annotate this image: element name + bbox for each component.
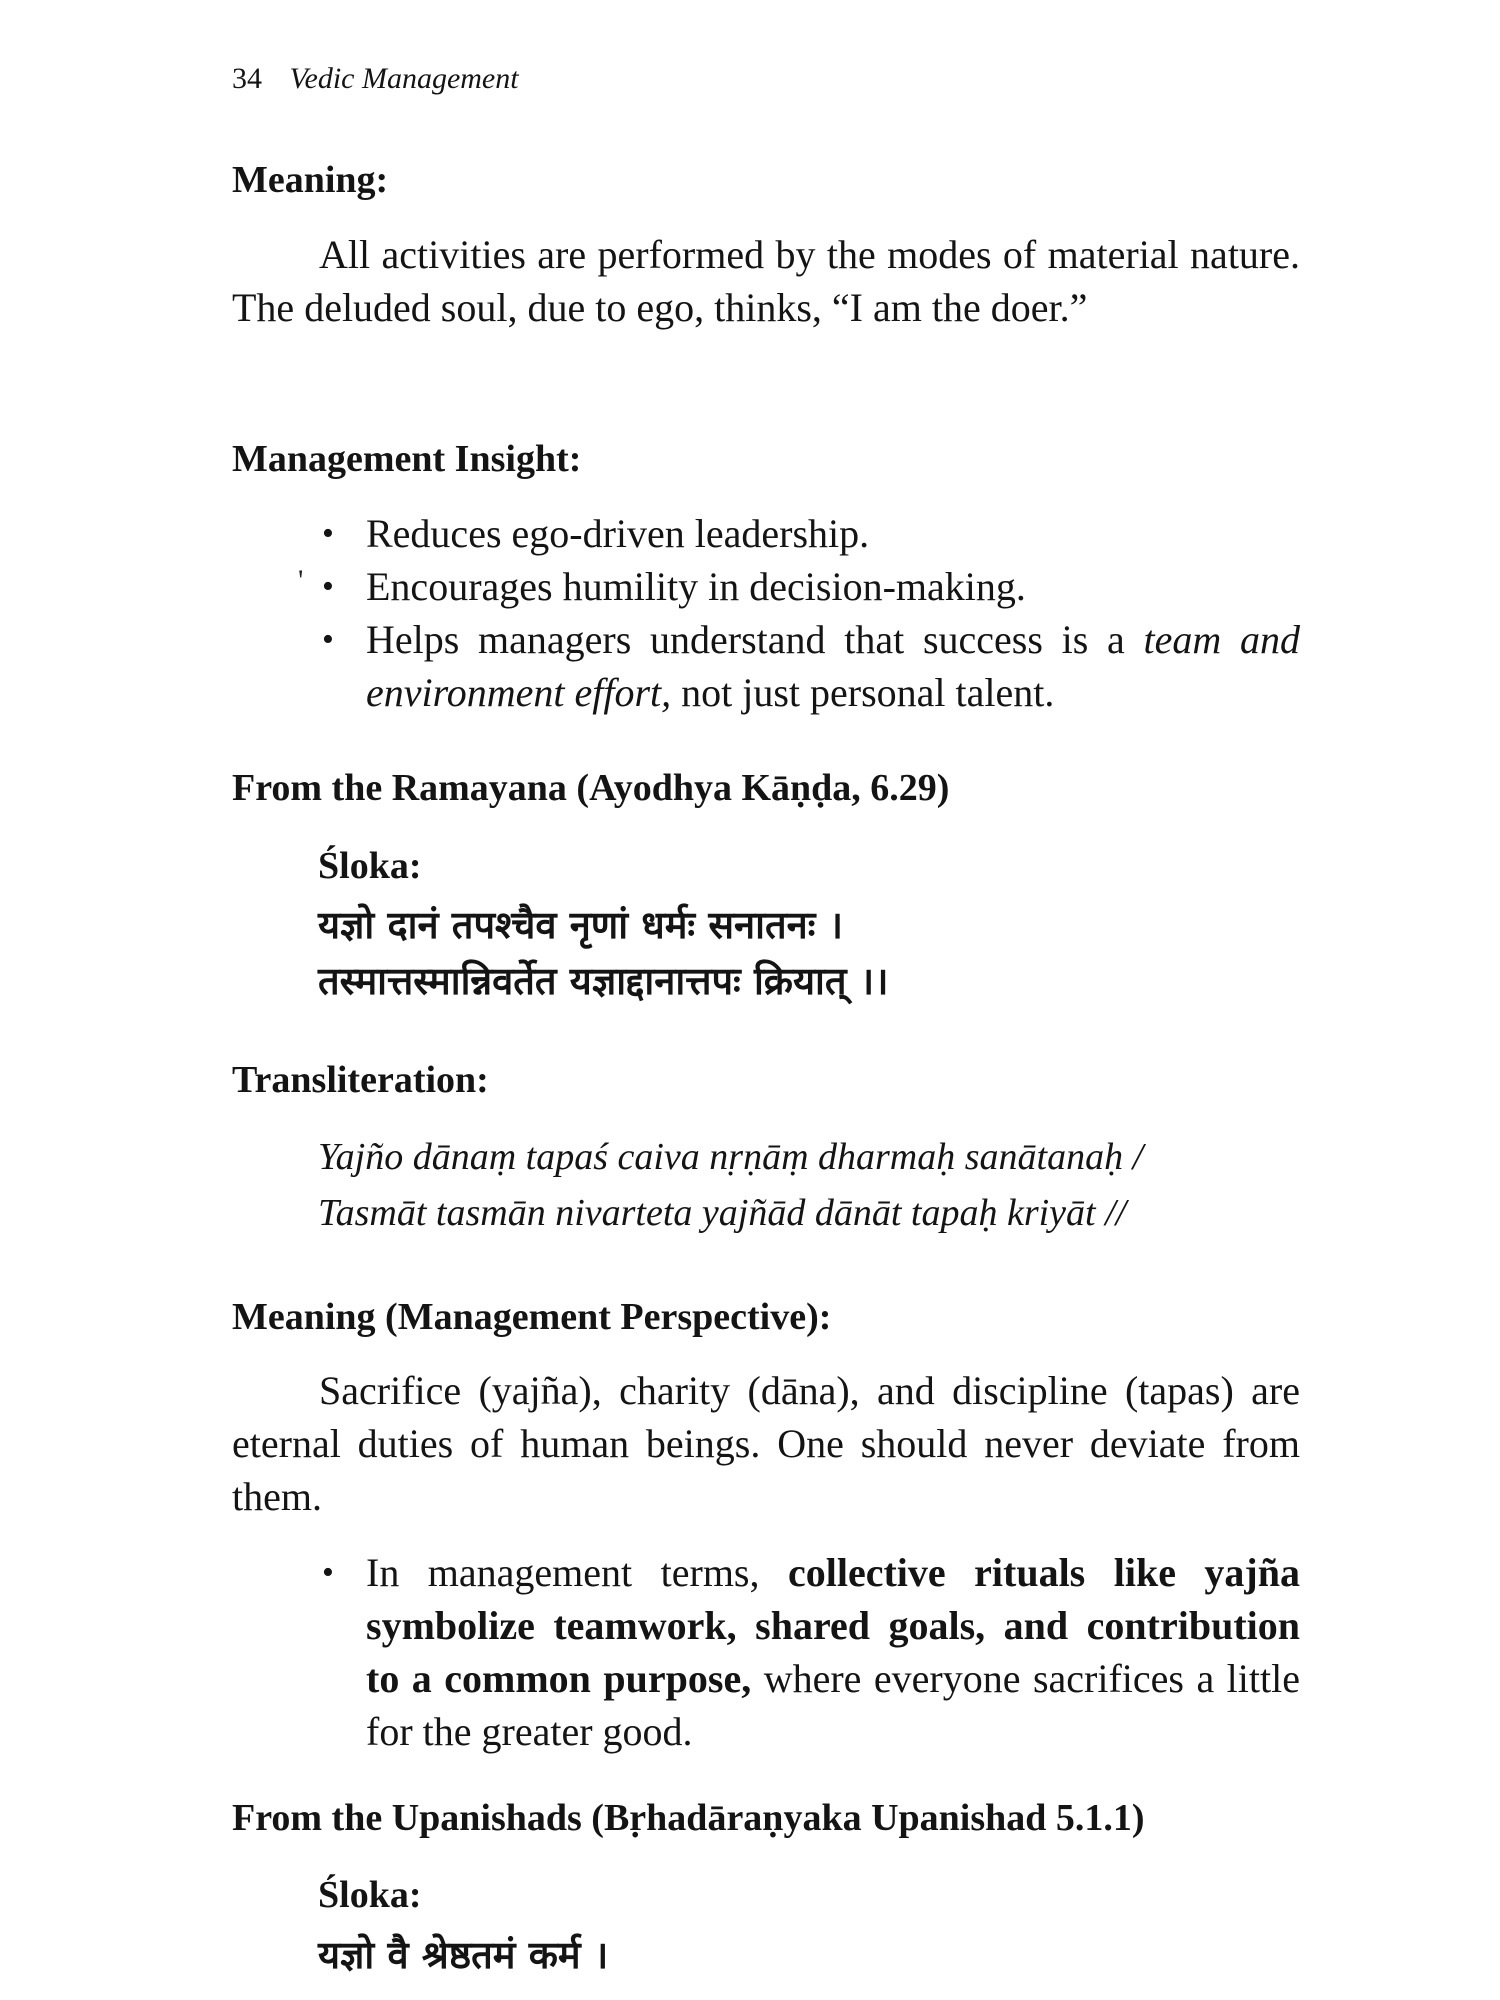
insight-bullet-list <box>318 507 1300 719</box>
list-item-text: In management terms, <box>366 1550 788 1595</box>
heading-upanishads: From the Upanishads (Bṛhadāraṇyaka Upanishad 5.1.1) <box>232 1797 1145 1839</box>
bullet-icon: • <box>322 1554 334 1591</box>
heading-ramayana: From the Ramayana (Ayodhya Kāṇḍa, 6.29) <box>232 767 950 809</box>
transliteration-line-2: Tasmāt tasmān nivarteta yajñād dānāt tapaḥ kriyāt // <box>318 1192 1127 1234</box>
list-item-text: Encourages humility in decision-making. <box>366 564 1026 609</box>
transliteration-line-1: Yajño dānaṃ tapaś caiva nṛṇāṃ dharmaḥ sanātanaḥ / <box>318 1136 1144 1178</box>
sloka-label: Śloka: <box>318 1874 422 1916</box>
perspective-bullet-list <box>318 1546 1300 1758</box>
list-item <box>318 507 1300 560</box>
meaning-paragraph: All activities are performed by the modes of material nature. The deluded soul, due to ego, thinks, “I am the doer.” <box>232 232 1300 330</box>
list-item-text: Reduces ego-driven leadership. <box>366 511 870 556</box>
perspective-paragraph: Sacrifice (yajña), charity (dāna), and discipline (tapas) are eternal duties of human beings. One should never deviate from them. <box>232 1368 1300 1519</box>
sloka-line-1: यज्ञो वै श्रेष्ठतमं कर्म । <box>318 1933 609 1977</box>
heading-management-perspective: Meaning (Management Perspective): <box>232 1296 832 1338</box>
sloka-line-1: यज्ञो दानं तपश्चैव नृणां धर्मः सनातनः । <box>318 903 844 947</box>
bullet-icon: • <box>322 515 334 552</box>
book-title: Vedic Management <box>289 62 519 95</box>
list-item <box>318 1546 1300 1758</box>
bullet-icon: • <box>322 621 334 658</box>
page-number: 34 <box>232 62 262 95</box>
sloka-label: Śloka: <box>318 845 422 887</box>
sloka-line-2: तस्मात्तस्मान्निवर्तेत यज्ञाद्दानात्तपः क्रियात् ।। <box>318 959 889 1003</box>
heading-transliteration: Transliteration: <box>232 1059 489 1101</box>
list-item-text-end: not just personal talent. <box>671 670 1055 715</box>
list-item <box>318 560 1300 613</box>
list-item-bold: collective rituals like yajña symbolize teamwork, shared goals, and contribution to a common purpose, <box>366 1550 1300 1701</box>
list-item-text-end: where everyone sacrifices a little for the greater good. <box>366 1656 1300 1754</box>
list-item-text: Helps managers understand that success is a <box>366 617 1144 662</box>
heading-management-insight: Management Insight: <box>232 438 582 480</box>
list-item <box>318 613 1300 719</box>
stray-print-mark: ' <box>298 564 304 597</box>
running-head <box>232 62 519 96</box>
list-item-emphasis: team and environment effort, <box>366 617 1300 715</box>
bullet-icon: • <box>322 568 334 605</box>
heading-meaning: Meaning: <box>232 159 389 201</box>
